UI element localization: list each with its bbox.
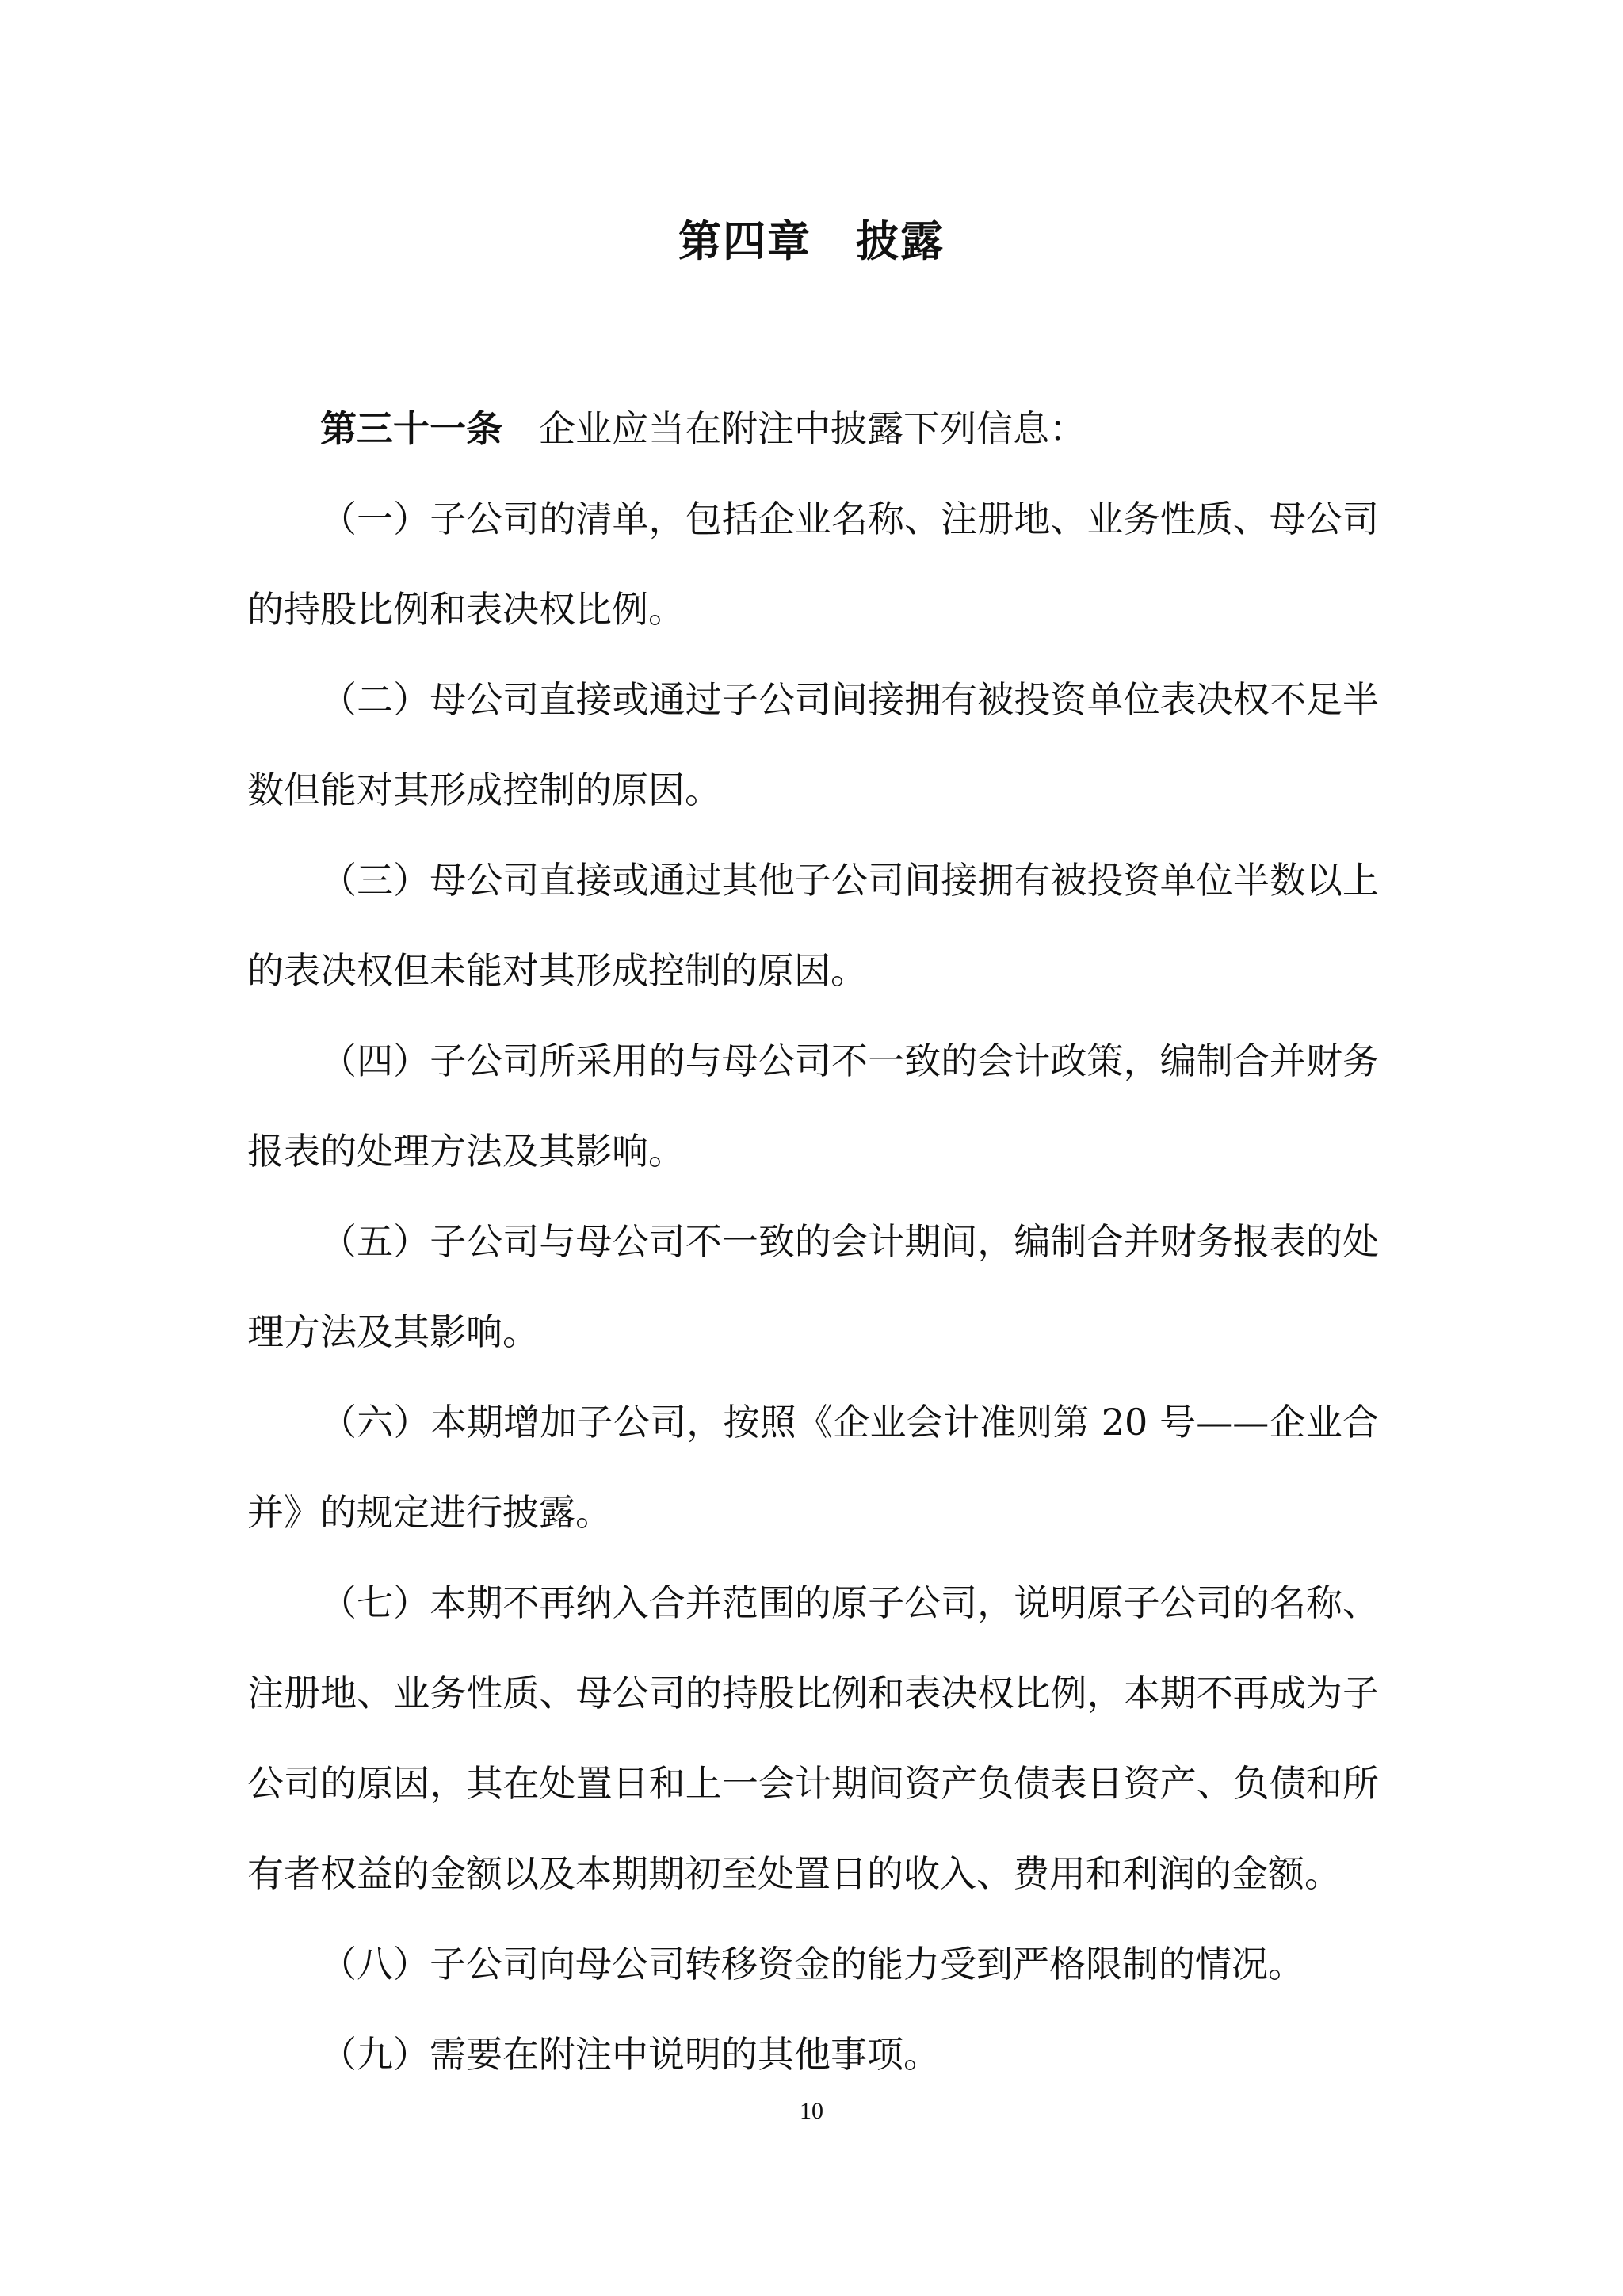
item-8: （八）子公司向母公司转移资金的能力受到严格限制的情况。 bbox=[320, 1943, 1304, 1985]
item-3: （三）母公司直接或通过其他子公司间接拥有被投资单位半数以上的表决权但未能对其形成控制的原因。 bbox=[247, 859, 1379, 992]
article-intro-text: 企业应当在附注中披露下列信息： bbox=[539, 407, 1086, 450]
page-number: 10 bbox=[800, 2098, 823, 2124]
item-4: （四）子公司所采用的与母公司不一致的会计政策，编制合并财务报表的处理方法及其影响。 bbox=[247, 1039, 1379, 1173]
item-6: （六）本期增加子公司，按照《企业会计准则第 20 号——企业合并》的规定进行披露。 bbox=[247, 1401, 1379, 1534]
item-7: （七）本期不再纳入合并范围的原子公司，说明原子公司的名称、注册地、业务性质、母公司的持股比例和表决权比例，本期不再成为子公司的原因，其在处置日和上一会计期间资产负债表日资产、负债和所有者权益的金额以及本期期初至处置日的收入、费用和利润的金额。 bbox=[247, 1581, 1379, 1895]
item-2: （二）母公司直接或通过子公司间接拥有被投资单位表决权不足半数但能对其形成控制的原因。 bbox=[247, 678, 1379, 811]
article-spacer bbox=[502, 407, 539, 450]
chapter-title: 第四章 披露 bbox=[678, 216, 945, 266]
item-5: （五）子公司与母公司不一致的会计期间，编制合并财务报表的处理方法及其影响。 bbox=[247, 1220, 1379, 1353]
item-1: （一）子公司的清单，包括企业名称、注册地、业务性质、母公司的持股比例和表决权比例。 bbox=[247, 498, 1379, 631]
item-9: （九）需要在附注中说明的其他事项。 bbox=[320, 2033, 940, 2076]
article-number: 第三十一条 bbox=[320, 407, 502, 450]
article-body bbox=[247, 383, 1379, 2100]
article-intro-paragraph bbox=[247, 383, 1379, 474]
